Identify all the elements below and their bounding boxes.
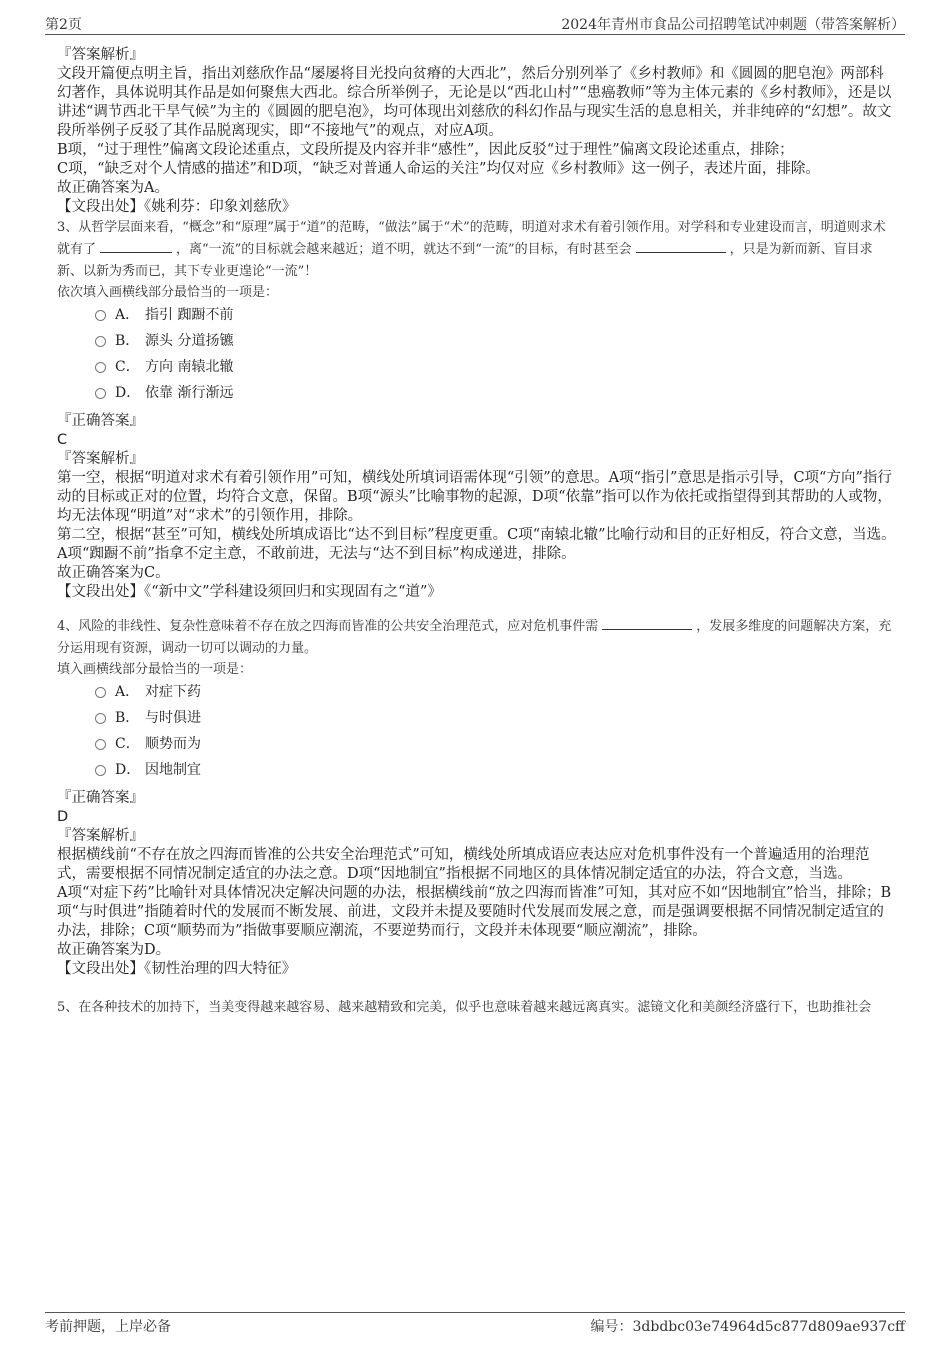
analysis-paragraph: C项，“缺乏对个人情感的描述”和D项，“缺乏对普通人命运的关注”均仅对应《乡村教师》这一例子，表述片面，排除。 bbox=[57, 161, 820, 177]
option-b[interactable] bbox=[57, 705, 897, 731]
correct-answer-value: C bbox=[57, 432, 68, 448]
option-d[interactable] bbox=[57, 757, 897, 783]
stem-text: ，离“一流”的目标就会越来越近；道不明，就达不到“一流”的目标，有时甚至会 bbox=[176, 242, 632, 257]
option-d[interactable] bbox=[57, 380, 897, 406]
radio-icon[interactable] bbox=[95, 687, 106, 698]
analysis-tag: 『答案解析』 bbox=[57, 47, 144, 63]
option-letter: B． bbox=[115, 709, 140, 726]
document-title: 2024年青州市食品公司招聘笔试冲刺题（带答案解析） bbox=[561, 17, 905, 33]
correct-answer-tag: 『正确答案』 bbox=[57, 790, 144, 806]
question-stem: 5、在各种技术的加持下，当美变得越来越容易、越来越精致和完美，似乎也意味着越来越远离真实。滤镜文化和美颜经济盛行下，也助推社会 bbox=[57, 1000, 872, 1015]
correct-answer-tag: 『正确答案』 bbox=[57, 413, 144, 429]
option-c[interactable] bbox=[57, 731, 897, 757]
option-letter: C． bbox=[115, 735, 140, 752]
analysis-paragraph: 根据横线前“不存在放之四海而皆准的公共安全治理范式”可知，横线处所填成语应表达应对危机事件没有一个普遍适用的治理范式，需要根据不同情况制定适宜的办法之意。D项“因地制宜”指根据不同地区的具体情况制定适宜的办法，符合文意，当选。 bbox=[57, 847, 870, 882]
option-list bbox=[57, 679, 897, 783]
question-prompt: 填入画横线部分最恰当的一项是： bbox=[57, 662, 253, 677]
fill-blank bbox=[100, 239, 172, 253]
question-prompt: 依次填入画横线部分最恰当的一项是： bbox=[57, 285, 279, 300]
question-stem bbox=[57, 616, 897, 660]
answer-conclusion: 故正确答案为D。 bbox=[57, 942, 171, 958]
option-letter: A． bbox=[115, 683, 140, 700]
radio-icon[interactable] bbox=[95, 362, 106, 373]
stem-text: ，发展多维度的问题解决方案，充分运用现有资源，调动一切可以调动的力量。 bbox=[57, 619, 892, 656]
source-citation: 【文段出处】《“新中文”学科建设须回归和实现固有之“道”》 bbox=[57, 584, 442, 600]
fill-blank bbox=[602, 616, 692, 630]
document-id: 编号：3dbdbc03e74964d5c877d809ae937cff bbox=[590, 1319, 905, 1335]
option-text: 顺势而为 bbox=[145, 735, 201, 752]
option-b[interactable] bbox=[57, 328, 897, 354]
page-footer bbox=[45, 1312, 905, 1335]
option-letter: D． bbox=[115, 384, 141, 401]
source-citation: 【文段出处】《姚利芬：印象刘慈欣》 bbox=[57, 199, 297, 215]
option-list bbox=[57, 302, 897, 406]
option-letter: B． bbox=[115, 332, 140, 349]
answer-conclusion: 故正确答案为A。 bbox=[57, 180, 169, 196]
radio-icon[interactable] bbox=[95, 765, 106, 776]
radio-icon[interactable] bbox=[95, 713, 106, 724]
option-a[interactable] bbox=[57, 679, 897, 705]
page-number: 第2页 bbox=[45, 17, 82, 33]
option-text: 指引 踟蹰不前 bbox=[145, 306, 234, 323]
footer-slogan: 考前押题，上岸必备 bbox=[45, 1319, 171, 1335]
option-text: 依靠 渐行渐远 bbox=[145, 384, 234, 401]
document-body bbox=[57, 46, 897, 1019]
option-text: 与时俱进 bbox=[145, 709, 201, 726]
answer-conclusion: 故正确答案为C。 bbox=[57, 565, 170, 581]
option-text: 源头 分道扬镳 bbox=[145, 332, 234, 349]
option-letter: D． bbox=[115, 761, 141, 778]
correct-answer-value: D bbox=[57, 809, 69, 825]
radio-icon[interactable] bbox=[95, 336, 106, 347]
analysis-tag: 『答案解析』 bbox=[57, 828, 144, 844]
option-c[interactable] bbox=[57, 354, 897, 380]
stem-text: ，只是为新而新、盲目求新、以新为秀而已，其下专业更遑论“一流”！ bbox=[57, 242, 873, 279]
option-a[interactable] bbox=[57, 302, 897, 328]
analysis-paragraph: A项“对症下药”比喻针对具体情况决定解决问题的办法，根据横线前“放之四海而皆准”可知，其对应不如“因地制宜”恰当，排除；B项“与时俱进”指随着时代的发展而不断发展、前进，文段并未提及要随时代发展而发展之意，而是强调要根据不同情况制定适宜的办法，排除；C项“顺势而为”指做事要顺应潮流，不要逆势而行，文段并未体现要“顺应潮流”，排除。 bbox=[57, 885, 892, 939]
analysis-paragraph: 文段开篇便点明主旨，指出刘慈欣作品“屡屡将目光投向贫瘠的大西北”，然后分别列举了《乡村教师》和《圆圆的肥皂泡》两部科幻著作，具体说明其作品是如何聚焦大西北。综合所举例子，无论是以“西北山村”“患癌教师”等为主体元素的《乡村教师》，还是以讲述“调节西北干旱气候”为主的《圆圆的肥皂泡》，均可体现出刘慈欣的科幻作品与现实生活的息息相关，并非纯碎的“幻想”。故文段所举例子反驳了其作品脱离现实，即“不接地气”的观点，对应A项。 bbox=[57, 66, 892, 139]
option-letter: C． bbox=[115, 358, 140, 375]
radio-icon[interactable] bbox=[95, 388, 106, 399]
option-letter: A． bbox=[115, 306, 140, 323]
fill-blank bbox=[636, 239, 726, 253]
page-header bbox=[45, 12, 905, 35]
analysis-paragraph: B项，“过于理性”偏离文段论述重点，文段所提及内容并非“感性”，因此反驳“过于理性”偏离文段论述重点，排除； bbox=[57, 142, 794, 158]
question-stem bbox=[57, 217, 897, 283]
analysis-paragraph: 第二空，根据“甚至”可知，横线处所填成语比“达不到目标”程度更重。C项“南辕北辙”比喻行动和目的正好相反，符合文意，当选。A项“踟蹰不前”指拿不定主意，不敢前进，无法与“达不到目标”构成递进，排除。 bbox=[57, 527, 896, 562]
option-text: 因地制宜 bbox=[145, 761, 201, 778]
analysis-tag: 『答案解析』 bbox=[57, 451, 144, 467]
radio-icon[interactable] bbox=[95, 739, 106, 750]
option-text: 方向 南辕北辙 bbox=[145, 358, 234, 375]
stem-text: 4、风险的非线性、复杂性意味着不存在放之四海而皆准的公共安全治理范式，应对危机事件需 bbox=[57, 619, 599, 634]
stem-text: 3、从哲学层面来看，“概念”和“原理”属于“道”的范畴，“做法”属于“术”的范畴，明道对求术有着引领作用。对学科和专业建设而言，明道则求术就有了 bbox=[57, 220, 886, 257]
radio-icon[interactable] bbox=[95, 310, 106, 321]
source-citation: 【文段出处】《韧性治理的四大特征》 bbox=[57, 961, 297, 977]
analysis-paragraph: 第一空，根据“明道对求术有着引领作用”可知，横线处所填词语需体现“引领”的意思。A项“指引”意思是指示引导，C项“方向”指行动的目标或正对的位置，均符合文意，保留。B项“源头”比喻事物的起源，D项“依靠”指可以作为依托或指望得到其帮助的人或物，均无法体现“明道”对“求术”的引领作用，排除。 bbox=[57, 470, 892, 524]
option-text: 对症下药 bbox=[145, 683, 201, 700]
